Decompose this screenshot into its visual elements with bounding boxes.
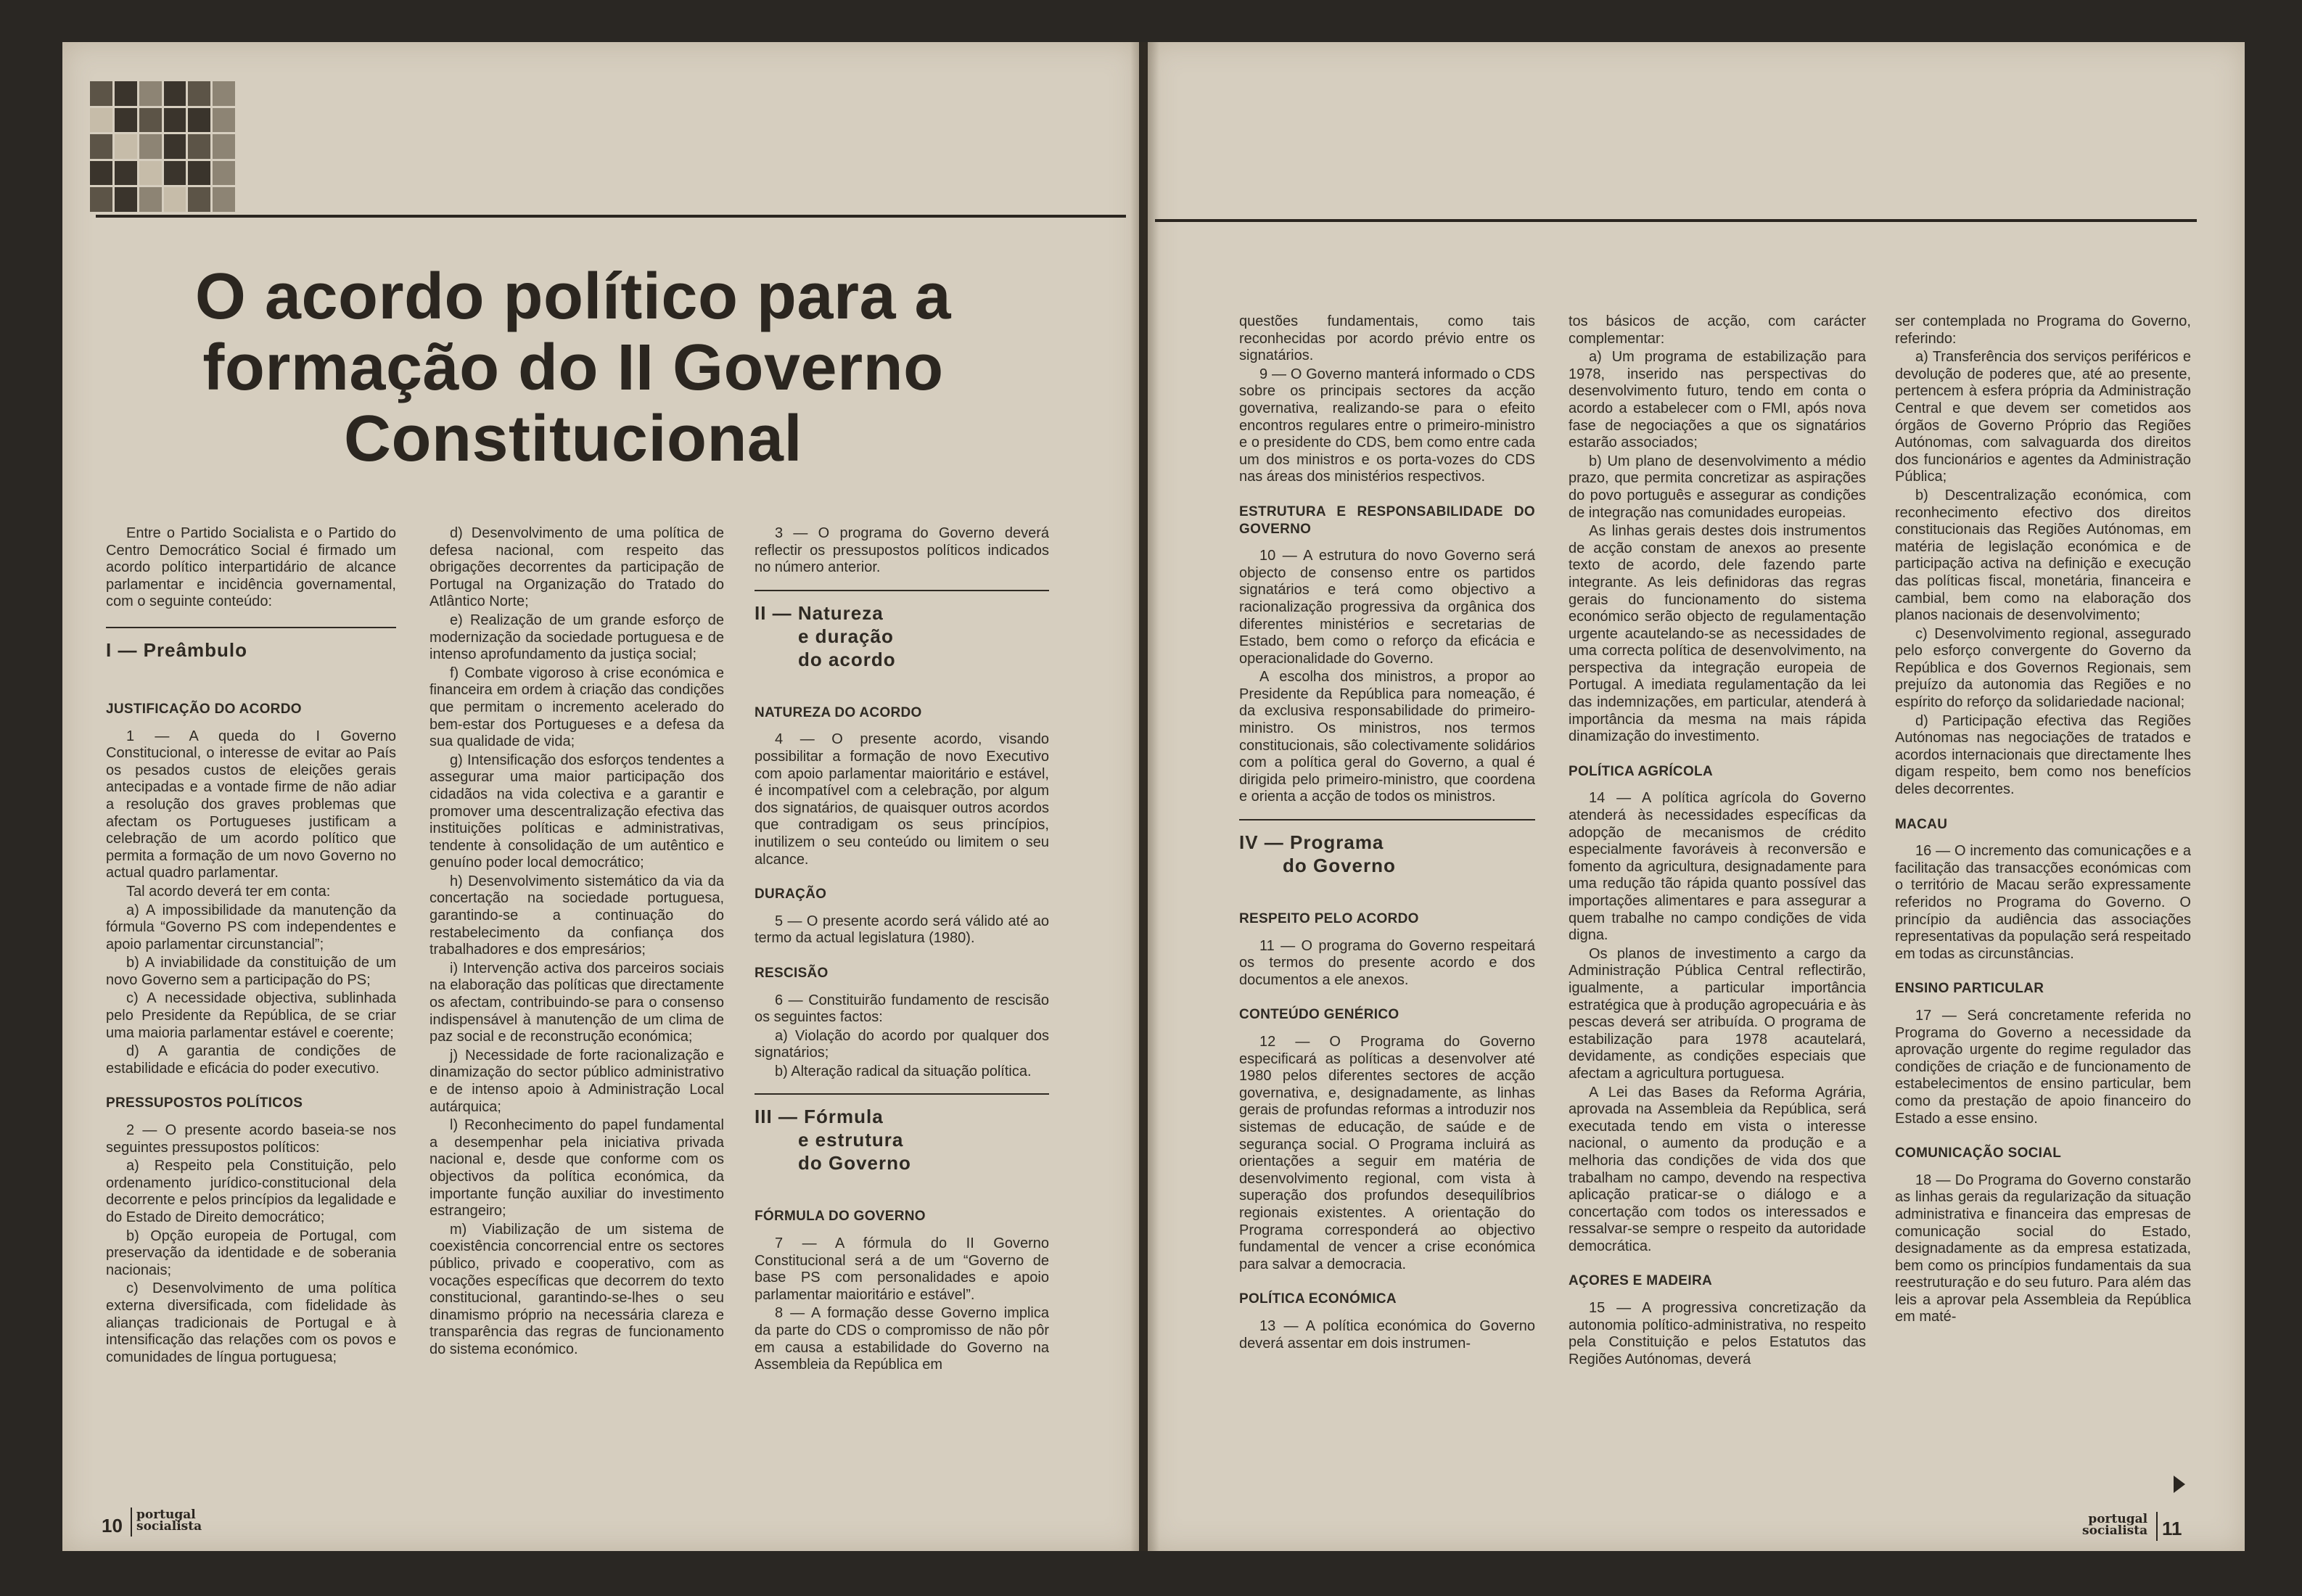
subheading: POLÍTICA AGRÍCOLA bbox=[1569, 763, 1713, 779]
subheading: PRESSUPOSTOS POLÍTICOS bbox=[106, 1095, 303, 1111]
left-column-2 bbox=[429, 525, 724, 1494]
photo-collage-logo bbox=[90, 81, 235, 212]
section-heading-3: III — Fórmula e estrutura do Governo bbox=[755, 1093, 1049, 1190]
paragraph: 7 — A fórmula do II Governo Constitucional será a de um “Governo de base PS com personalidades e apoio parlamentar maioritário e estável”. bbox=[755, 1235, 1049, 1303]
paragraph: 1 — A queda do I Governo Constitucional, o interesse de evitar ao País os pesados custos de eleições gerais antecipadas e a vontade firme de não adiar a resolução dos graves problemas que afectam os Portugueses justificam a celebração de um acordo político que permita a formação de um novo Governo no actual quadro parlamentar. bbox=[106, 728, 396, 881]
paragraph: b) Descentralização económica, com reconhecimento efectivo dos direitos constitucionais das Regiões Autónomas, em matéria de legislação económica e de participação activa na definição e execução das políticas fiscal, monetária, financeira e cambial, bem como na elaboração dos planos nacionais de desenvolvimento; bbox=[1895, 487, 2191, 624]
right-column-3 bbox=[1895, 313, 2191, 1496]
paragraph: c) A necessidade objectiva, sublinhada pelo Presidente da República, de se criar uma maioria parlamentar estável e coerente; bbox=[106, 990, 396, 1041]
paragraph: d) A garantia de condições de estabilidade e eficácia do poder executivo. bbox=[106, 1043, 396, 1077]
paragraph: As linhas gerais destes dois instrumentos de acção constam de anexos ao presente texto de acordo, dele fazendo parte integrante. As leis definidoras das regras gerais do funcionamento do sistema económico serão objecto de regulamentação urgente acautelando-se as necessidades de uma correcta política de desenvolvimento, na perspectiva da integração europeia de Portugal. A imediata regulamentação da lei das indemnizações, em particular, atenderá à importância da mesma na mais rápida dinamização do investimento. bbox=[1569, 523, 1866, 745]
paragraph: g) Intensificação dos esforços tendentes a assegurar uma maior participação dos cidadãos na vida colectiva e a garantir e promover uma descentralização efectiva das instituições políticas e administrativas, tendente à consolidação de um autêntico e genuíno poder local democrático; bbox=[429, 752, 724, 871]
brand-logo-right: portugal socialista bbox=[2082, 1512, 2148, 1538]
subheading: AÇORES E MADEIRA bbox=[1569, 1273, 1712, 1289]
subheading: CONTEÚDO GENÉRICO bbox=[1239, 1007, 1399, 1023]
top-rule-left bbox=[96, 215, 1126, 218]
brand-logo-left: portugal socialista bbox=[136, 1507, 202, 1534]
subheading: POLÍTICA ECONÓMICA bbox=[1239, 1291, 1397, 1307]
paragraph: 15 — A progressiva concretização da autonomia político-administrativa, no respeito pela Constituição e pelos Estatutos das Regiões Autónomas, deverá bbox=[1569, 1300, 1866, 1367]
paragraph: 13 — A política económica do Governo deverá assentar em dois instrumen- bbox=[1239, 1317, 1535, 1352]
paragraph: 9 — O Governo manterá informado o CDS sobre os principais sectores da acção governativa, realizando-se para o efeito encontros regulares entre o primeiro-ministro e o presidente do CDS, bem como entre cada um dos ministros e os porta-vozes do CDS nas áreas dos ministérios respectivos. bbox=[1239, 366, 1535, 485]
subheading: RESCISÃO bbox=[755, 965, 829, 981]
right-column-1 bbox=[1239, 313, 1535, 1496]
paragraph: 8 — A formação desse Governo implica da parte do CDS o compromisso de não pôr em causa a estabilidade do Governo na Assembleia da República em bbox=[755, 1305, 1049, 1373]
top-rule-right bbox=[1155, 219, 2197, 222]
paragraph: f) Combate vigoroso à crise económica e financeira em ordem à criação das condições que permitam o incremento acelerado do bem-estar dos Portugueses e a defesa da sua qualidade de vida; bbox=[429, 665, 724, 750]
paragraph: A Lei das Bases da Reforma Agrária, aprovada na Assembleia da República, será executada tendo em vista o interesse nacional, o aumento da produção e a melhoria das condições de vida dos que trabalham no campo, devendo na respectiva aplicação praticar-se o diálogo e a concertação com todos os interessados e ressalvar-se sempre o respeito da autoridade democrática. bbox=[1569, 1084, 1866, 1254]
paragraph: d) Participação efectiva das Regiões Autónomas nas negociações de tratados e acordos internacionais que directamente lhes digam respeito, bem como nos benefícios deles decorrentes. bbox=[1895, 712, 2191, 798]
paragraph: e) Realização de um grande esforço de modernização da sociedade portuguesa e de intenso aprofundamento da justiça social; bbox=[429, 612, 724, 663]
subheading: ESTRUTURA E RESPONSABILIDADE DO GOVERNO bbox=[1239, 503, 1535, 537]
paragraph: 4 — O presente acordo, visando possibilitar a formação de novo Executivo com apoio parlamentar maioritário e estável, é incompatível com a celebração, por algum dos signatários, de quaisquer outros acordos que contradigam os seus princípios, inutilizem o seu conteúdo ou limitem o seu alcance. bbox=[755, 731, 1049, 868]
paragraph: questões fundamentais, como tais reconhecidas por acordo prévio entre os signatários. bbox=[1239, 313, 1535, 364]
right-column-2 bbox=[1569, 313, 1866, 1496]
subheading: COMUNICAÇÃO SOCIAL bbox=[1895, 1145, 2062, 1161]
paragraph: ser contemplada no Programa do Governo, referindo: bbox=[1895, 313, 2191, 347]
paragraph: b) A inviabilidade da constituição de um novo Governo sem a participação do PS; bbox=[106, 955, 396, 988]
subheading: DURAÇÃO bbox=[755, 887, 827, 902]
article-title: O acordo político para a formação do II Governo Constitucional bbox=[194, 260, 952, 475]
left-column-1 bbox=[106, 525, 396, 1494]
subheading: JUSTIFICAÇÃO DO ACORDO bbox=[106, 701, 302, 717]
paragraph: c) Desenvolvimento regional, assegurado pelo esforço convergente do Governo da República e dos Governos Regionais, sem prejuízo da autonomia das Regiões e no espírito do reforço da solidariedade nacional; bbox=[1895, 625, 2191, 711]
paragraph: c) Desenvolvimento de uma política externa diversificada, com fidelidade às alianças tradicionais de Portugal e à intensificação das relações com os povos e comunidades de língua portuguesa; bbox=[106, 1280, 396, 1365]
paragraph: 16 — O incremento das comunicações e a facilitação das transacções económicas com o território de Macau serão expressamente referidos no Programa do Governo. O princípio da audiência das associações representativas da população será respeitado em todas as circunstâncias. bbox=[1895, 843, 2191, 962]
subheading: FÓRMULA DO GOVERNO bbox=[755, 1209, 926, 1225]
section-heading-1: I — Preâmbulo bbox=[106, 627, 396, 683]
paragraph: j) Necessidade de forte racionalização e dinamização do sector público administrativo e de intenso apoio à Administração Local autárquica; bbox=[429, 1047, 724, 1115]
paragraph: 11 — O programa do Governo respeitará os termos do presente acordo e dos documentos a ele anexos. bbox=[1239, 937, 1535, 988]
intro-paragraph: Entre o Partido Socialista e o Partido do Centro Democrático Social é firmado um acordo político interpartidário de alcance parlamentar e incidência governamental, com o seguinte conteúdo: bbox=[106, 525, 396, 610]
paragraph: h) Desenvolvimento sistemático da via da concertação na sociedade portuguesa, garantindo-se a continuação do restabelecimento da confiança dos trabalhadores e dos empresários; bbox=[429, 873, 724, 958]
paragraph: 3 — O programa do Governo deverá reflectir os pressupostos políticos indicados no número anterior. bbox=[755, 525, 1049, 576]
paragraph: 2 — O presente acordo baseia-se nos seguintes pressupostos políticos: bbox=[106, 1122, 396, 1156]
paragraph: tos básicos de acção, com carácter complementar: bbox=[1569, 313, 1866, 347]
left-column-3 bbox=[755, 525, 1049, 1494]
paragraph: A escolha dos ministros, a propor ao Presidente da República para nomeação, é da exclusiva responsabilidade do primeiro-ministro. Os ministros, nos termos constitucionais, são colectivamente solidários com a política geral do Governo, a qual é dirigida pelo primeiro-ministro, que coordena e orienta a acção de todos os ministros. bbox=[1239, 669, 1535, 805]
paragraph: a) A impossibilidade da manutenção da fórmula “Governo PS com independentes e apoio parlamentar circunstancial”; bbox=[106, 902, 396, 953]
paragraph: 6 — Constituirão fundamento de rescisão os seguintes factos: bbox=[755, 992, 1049, 1026]
subheading: ENSINO PARTICULAR bbox=[1895, 981, 2044, 997]
section-heading-4: IV — Programa do Governo bbox=[1239, 819, 1535, 893]
footer-divider-left bbox=[131, 1507, 132, 1537]
paragraph: b) Um plano de desenvolvimento a médio prazo, que permita concretizar as aspirações do povo português e assegurar as condições de integração nas comunidades europeias. bbox=[1569, 453, 1866, 521]
paragraph: a) Respeito pela Constituição, pelo ordenamento jurídico-constitucional dela decorrente e pelos princípios da legalidade e do Estado de Direito democrático; bbox=[106, 1158, 396, 1225]
footer-divider-right bbox=[2156, 1512, 2158, 1541]
paragraph: 14 — A política agrícola do Governo atenderá às necessidades específicas da adopção de mecanismos de crédito especialmente favoráveis à reconversão e fomento da agricultura, designadamente para uma redução tão rápida quanto possível das importações alimentares e para assegurar a quem trabalhe no campo condições de vida digna. bbox=[1569, 790, 1866, 944]
paragraph: Tal acordo deverá ter em conta: bbox=[126, 883, 331, 900]
paragraph: a) Violação do acordo por qualquer dos signatários; bbox=[755, 1027, 1049, 1061]
continue-arrow-icon bbox=[2174, 1476, 2185, 1493]
paragraph: a) Transferência dos serviços periféricos e devolução de poderes que, até ao presente, pertencem à esfera própria da Administração Central e que devem ser cometidos aos órgãos de Governo Próprio das Regiões Autónomas, com salvaguarda dos direitos dos funcionários e agentes da Administração Pública; bbox=[1895, 349, 2191, 485]
paragraph: Os planos de investimento a cargo da Administração Pública Central reflectirão, igualmente, a particular importância estratégica que à produção agropecuária e às pescas deverá ser atribuída. O programa de estabilização para 1978 acautelará, devidamente, as condições especiais que afectam a agricultura portuguesa. bbox=[1569, 945, 1866, 1082]
paragraph: i) Intervenção activa dos parceiros sociais na elaboração das políticas que directamente os afectam, contribuindo-se para o consenso indispensável à manutenção de um clima de paz social e de reconstrução económica; bbox=[429, 960, 724, 1045]
paragraph: b) Opção europeia de Portugal, com preservação da identidade e de soberania nacionais; bbox=[106, 1227, 396, 1278]
paragraph: l) Reconhecimento do papel fundamental a desempenhar pela iniciativa privada nacional e, desde que conforme com os objectivos da política económica, da importante função auxiliar do investimento estrangeiro; bbox=[429, 1117, 724, 1219]
page-gutter bbox=[1130, 42, 1159, 1551]
page-number-right: 11 bbox=[2162, 1518, 2182, 1539]
subheading: MACAU bbox=[1895, 816, 1948, 832]
section-heading-2: II — Natureza e duração do acordo bbox=[755, 590, 1049, 687]
paragraph: 17 — Será concretamente referida no Programa do Governo a necessidade da aprovação urgente do regime regulador das condições de criação e de funcionamento de estabelecimentos de ensino particular, bem como da prestação de apoio financeiro do Estado a esse ensino. bbox=[1895, 1007, 2191, 1127]
paragraph: a) Um programa de estabilização para 1978, inserido nas perspectivas do desenvolvimento futuro, tendo em conta o acordo a estabelecer com o FMI, após nova fase de negociações a que os signatários estarão associados; bbox=[1569, 349, 1866, 451]
paragraph: 18 — Do Programa do Governo constarão as linhas gerais da regularização da situação administrativa e financeira das empresas de comunicação social do Estado, designadamente as da empresa estatizada, bem como os princípios fundamentais da sua reestruturação e do seu futuro. Para além das leis a aprovar pela Assembleia da República em maté- bbox=[1895, 1172, 2191, 1325]
page-number-left: 10 bbox=[102, 1515, 123, 1537]
paragraph: 12 — O Programa do Governo especificará as políticas a desenvolver até 1980 pelos diferentes sectores de acção governativa, e, designadamente, as linhas gerais de profundas reformas a introduzir nos sistemas de educação, de saúde e de segurança social. O Programa incluirá as orientações a seguir em matéria de desenvolvimento regional, com vista à superação dos profundos desequilíbrios regionais existentes. A orientação do Programa corresponderá ao objectivo fundamental de vencer a crise económica para salvar a democracia. bbox=[1239, 1034, 1535, 1272]
subheading: RESPEITO PELO ACORDO bbox=[1239, 911, 1419, 927]
paragraph: d) Desenvolvimento de uma política de defesa nacional, com respeito das obrigações decorrentes da participação de Portugal na Organização do Tratado do Atlântico Norte; bbox=[429, 525, 724, 610]
subheading: NATUREZA DO ACORDO bbox=[755, 704, 922, 720]
paragraph: 5 — O presente acordo será válido até ao termo da actual legislatura (1980). bbox=[755, 913, 1049, 947]
paragraph: m) Viabilização de um sistema de coexistência concorrencial entre os sectores público, privado e cooperativo, com as vocações específicas que decorrem do texto constitucional, garantindo-se-lhes o seu dinamismo próprio na necessária clareza e transparência das regras de funcionamento do sistema económico. bbox=[429, 1221, 724, 1357]
paragraph: 10 — A estrutura do novo Governo será objecto de consenso entre os partidos signatários e terá como objectivo a racionalização progressiva da orgânica dos diferentes ministérios e secretarias de Estado, bem como o reforço da eficácia e operacionalidade do Governo. bbox=[1239, 548, 1535, 667]
paragraph: b) Alteração radical da situação política. bbox=[775, 1063, 1032, 1079]
